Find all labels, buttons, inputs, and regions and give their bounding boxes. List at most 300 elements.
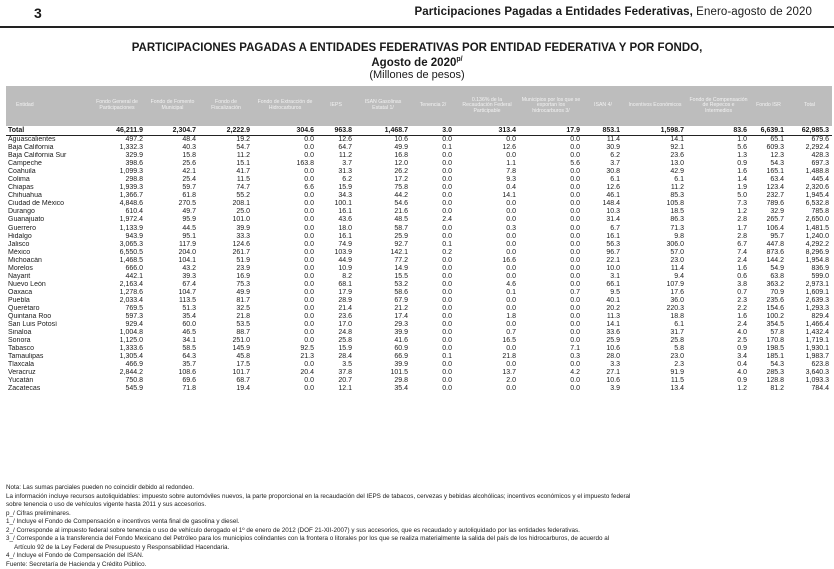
table-cell: 24.8 <box>317 329 355 337</box>
table-cell: 19.2 <box>199 136 253 145</box>
row-label: México <box>6 249 88 257</box>
table-cell: 0.0 <box>411 233 455 241</box>
table-cell: 1.4 <box>687 176 750 184</box>
table-cell: 17.9 <box>317 289 355 297</box>
table-cell: 3.7 <box>583 160 623 168</box>
table-cell: 1.6 <box>687 265 750 273</box>
table-row <box>6 216 832 224</box>
table-cell: 204.0 <box>146 249 199 257</box>
row-label: San Luis Potosí <box>6 321 88 329</box>
table-cell: 12.3 <box>750 152 787 160</box>
table-cell: 26.2 <box>355 168 411 176</box>
table-row <box>6 241 832 249</box>
table-cell: 0.0 <box>411 305 455 313</box>
table-cell: 69.6 <box>146 377 199 385</box>
table-cell: 51.9 <box>199 257 253 265</box>
table-cell: 2.8 <box>687 216 750 224</box>
table-cell: 2,844.2 <box>88 369 146 377</box>
table-cell: 1,983.7 <box>787 353 832 361</box>
table-cell: 873.6 <box>750 249 787 257</box>
table-cell: 251.0 <box>199 337 253 345</box>
table-cell: 0.0 <box>411 168 455 176</box>
table-cell: 265.7 <box>750 216 787 224</box>
table-cell: 10.0 <box>583 265 623 273</box>
note-line: p_/ Cifras preliminares. <box>6 510 832 519</box>
table-cell: 66.1 <box>583 281 623 289</box>
table-row <box>6 192 832 200</box>
table-cell: 2.8 <box>687 233 750 241</box>
table-cell: 25.9 <box>355 233 411 241</box>
row-label: Morelos <box>6 265 88 273</box>
table-cell: 0.0 <box>519 385 583 393</box>
table-cell: 4,292.2 <box>787 241 832 249</box>
row-label: Nuevo León <box>6 281 88 289</box>
table-cell: 0.0 <box>519 281 583 289</box>
table-cell: 4.6 <box>455 281 519 289</box>
table-cell: 6.1 <box>623 321 687 329</box>
table-cell: 0.0 <box>519 216 583 224</box>
table-cell: 0.0 <box>455 345 519 353</box>
table-cell: 4,848.6 <box>88 200 146 208</box>
table-cell: 0.1 <box>411 353 455 361</box>
table-cell: 6.2 <box>317 176 355 184</box>
page-header <box>0 0 834 28</box>
table-cell: 32.5 <box>199 305 253 313</box>
table-cell: 2,320.6 <box>787 184 832 192</box>
table-cell: 1,366.7 <box>88 192 146 200</box>
table-cell: 41.6 <box>355 337 411 345</box>
table-cell: 144.2 <box>750 257 787 265</box>
table-cell: 442.1 <box>88 273 146 281</box>
table-cell: 1.6 <box>687 313 750 321</box>
row-label: Zacatecas <box>6 385 88 393</box>
table-cell: 63.4 <box>750 176 787 184</box>
table-cell: 1,945.4 <box>787 192 832 200</box>
table-cell: 58.5 <box>146 345 199 353</box>
row-label: Durango <box>6 208 88 216</box>
row-label: Jalisco <box>6 241 88 249</box>
table-cell: 44.5 <box>146 225 199 233</box>
table-cell: 6,639.1 <box>750 126 787 136</box>
table-cell: 75.8 <box>355 184 411 192</box>
row-label: Aguascalientes <box>6 136 88 145</box>
table-cell: 107.9 <box>623 281 687 289</box>
table-cell: 49.7 <box>146 208 199 216</box>
table-cell: 74.7 <box>199 184 253 192</box>
table-cell: 2,222.9 <box>199 126 253 136</box>
table-cell: 57.8 <box>750 329 787 337</box>
table-cell: 1,598.7 <box>623 126 687 136</box>
table-cell: 0.0 <box>253 361 317 369</box>
table-cell: 123.4 <box>750 184 787 192</box>
table-cell: 18.0 <box>317 225 355 233</box>
table-cell: 2.4 <box>411 216 455 224</box>
table-cell: 0.0 <box>253 385 317 393</box>
table-cell: 428.3 <box>787 152 832 160</box>
table-cell: 0.0 <box>253 249 317 257</box>
table-cell: 48.5 <box>355 216 411 224</box>
table-cell: 1,004.8 <box>88 329 146 337</box>
table-cell: 60.0 <box>146 321 199 329</box>
table-cell: 23.0 <box>623 257 687 265</box>
table-cell: 1.6 <box>687 168 750 176</box>
table-cell: 1,719.1 <box>787 337 832 345</box>
table-cell: 85.3 <box>623 192 687 200</box>
table-row <box>6 265 832 273</box>
table-cell: 0.0 <box>411 257 455 265</box>
table-cell: 0.0 <box>455 200 519 208</box>
table-cell: 88.7 <box>199 329 253 337</box>
table-cell: 71.3 <box>623 225 687 233</box>
table-cell: 1,293.3 <box>787 305 832 313</box>
table-cell: 3.9 <box>583 385 623 393</box>
table-cell: 3.8 <box>687 281 750 289</box>
table-cell: 165.1 <box>750 168 787 176</box>
table-cell: 929.4 <box>88 321 146 329</box>
row-label: Tamaulipas <box>6 353 88 361</box>
table-cell: 46.5 <box>146 329 199 337</box>
table-cell: 100.2 <box>750 313 787 321</box>
table-cell: 0.1 <box>455 289 519 297</box>
table-cell: 0.0 <box>411 385 455 393</box>
table-cell: 154.6 <box>750 305 787 313</box>
row-label: Oaxaca <box>6 289 88 297</box>
table-cell: 15.1 <box>199 160 253 168</box>
table-cell: 163.8 <box>253 160 317 168</box>
table-cell: 10.9 <box>317 265 355 273</box>
table-cell: 57.0 <box>623 249 687 257</box>
table-cell: 54.3 <box>750 160 787 168</box>
table-cell: 0.0 <box>253 265 317 273</box>
table-cell: 609.3 <box>750 144 787 152</box>
table-cell: 28.4 <box>317 353 355 361</box>
table-cell: 0.0 <box>253 176 317 184</box>
table-cell: 48.4 <box>146 136 199 145</box>
table-cell: 0.0 <box>519 257 583 265</box>
table-cell: 8,296.9 <box>787 249 832 257</box>
table-cell: 95.1 <box>146 233 199 241</box>
table-cell: 11.4 <box>623 265 687 273</box>
table-cell: 14.1 <box>455 192 519 200</box>
table-title: PARTICIPACIONES PAGADAS A ENTIDADES FEDERATIVAS POR ENTIDAD FEDERATIVA Y POR FONDO, <box>0 42 834 54</box>
row-label: Colima <box>6 176 88 184</box>
table-cell: 1,468.5 <box>88 257 146 265</box>
column-header: Fondo de Fomento Municipal <box>146 86 199 126</box>
table-cell: 2.0 <box>455 377 519 385</box>
table-cell: 750.8 <box>88 377 146 385</box>
row-label: Hidalgo <box>6 233 88 241</box>
table-cell: 23.0 <box>623 353 687 361</box>
table-cell: 64.7 <box>317 144 355 152</box>
table-cell: 0.0 <box>253 168 317 176</box>
page-number: 3 <box>34 5 42 21</box>
table-cell: 0.0 <box>253 313 317 321</box>
table-cell: 836.9 <box>787 265 832 273</box>
table-cell: 17.4 <box>355 313 411 321</box>
table-cell: 0.0 <box>455 216 519 224</box>
table-cell: 0.0 <box>455 361 519 369</box>
row-label: Guerrero <box>6 225 88 233</box>
table-cell: 1,481.5 <box>787 225 832 233</box>
table-cell: 1.3 <box>687 152 750 160</box>
table-cell: 16.6 <box>455 257 519 265</box>
table-cell: 0.3 <box>519 353 583 361</box>
table-cell: 0.0 <box>253 225 317 233</box>
table-cell: 96.7 <box>583 249 623 257</box>
table-cell: 44.2 <box>355 192 411 200</box>
table-row <box>6 152 832 160</box>
table-cell: 0.0 <box>519 273 583 281</box>
table-cell: 6,532.8 <box>787 200 832 208</box>
table-cell: 943.9 <box>88 233 146 241</box>
table-cell: 28.0 <box>583 353 623 361</box>
table-cell: 4.0 <box>687 369 750 377</box>
table-row <box>6 176 832 184</box>
table-cell: 2,292.4 <box>787 144 832 152</box>
table-cell: 67.4 <box>146 281 199 289</box>
table-cell: 2.4 <box>687 321 750 329</box>
preliminary-marker: p/ <box>456 56 462 63</box>
table-cell: 0.0 <box>519 192 583 200</box>
table-cell: 0.0 <box>519 337 583 345</box>
table-cell: 16.1 <box>317 233 355 241</box>
table-cell: 21.3 <box>253 353 317 361</box>
table-cell: 313.4 <box>455 126 519 136</box>
table-cell: 25.0 <box>199 208 253 216</box>
row-label: Chihuahua <box>6 192 88 200</box>
table-row <box>6 305 832 313</box>
table-cell: 16.1 <box>583 233 623 241</box>
table-cell: 10.6 <box>583 345 623 353</box>
table-cell: 17.0 <box>317 321 355 329</box>
table-cell: 14.1 <box>583 321 623 329</box>
table-row <box>6 369 832 377</box>
table-cell: 77.2 <box>355 257 411 265</box>
row-label: Campeche <box>6 160 88 168</box>
table-cell: 1,609.1 <box>787 289 832 297</box>
table-cell: 0.0 <box>519 208 583 216</box>
table-cell: 0.0 <box>411 281 455 289</box>
table-cell: 0.0 <box>519 377 583 385</box>
table-cell: 0.0 <box>253 281 317 289</box>
table-cell: 0.0 <box>519 321 583 329</box>
table-cell: 398.6 <box>88 160 146 168</box>
note-line: Artículo 92 de la Ley Federal de Presupuesto y Responsabilidad Hacendaria. <box>6 544 832 553</box>
table-row <box>6 345 832 353</box>
table-cell: 7.1 <box>519 345 583 353</box>
table-subtitle <box>0 54 834 69</box>
table-cell: 5.8 <box>623 345 687 353</box>
table-cell: 56.3 <box>583 241 623 249</box>
table-cell: 92.5 <box>253 345 317 353</box>
table-cell: 49.9 <box>355 144 411 152</box>
table-cell: 5.0 <box>687 192 750 200</box>
table-cell: 66.9 <box>355 353 411 361</box>
table-cell: 597.3 <box>88 313 146 321</box>
table-cell: 1.9 <box>687 184 750 192</box>
table-cell: 17.2 <box>355 176 411 184</box>
table-cell: 11.2 <box>199 152 253 160</box>
table-cell: 16.5 <box>455 337 519 345</box>
table-cell: 0.0 <box>411 152 455 160</box>
table-cell: 62,985.3 <box>787 126 832 136</box>
table-cell: 0.0 <box>411 321 455 329</box>
table-cell: 39.3 <box>146 273 199 281</box>
table-cell: 25.8 <box>623 337 687 345</box>
table-cell: 0.0 <box>253 321 317 329</box>
table-cell: 0.0 <box>455 136 519 145</box>
table-cell: 3.7 <box>317 160 355 168</box>
table-cell: 198.5 <box>750 345 787 353</box>
table-cell: 20.4 <box>253 369 317 377</box>
table-cell: 545.9 <box>88 385 146 393</box>
note-line: 2_/ Corresponde al impuesto federal sobre tenencia o uso de vehículo derogado el 1º de enero de 2012 (DOF 21-XII-2007) y sus accesorios, que es recaudado y autoliquidado por las entidades federativas. <box>6 527 832 536</box>
table-cell: 100.1 <box>317 200 355 208</box>
table-row <box>6 289 832 297</box>
table-cell: 0.9 <box>687 377 750 385</box>
table-cell: 0.0 <box>253 192 317 200</box>
table-cell: 3.3 <box>583 361 623 369</box>
table-cell: 623.8 <box>787 361 832 369</box>
table-cell: 1,278.6 <box>88 289 146 297</box>
table-cell: 1,466.4 <box>787 321 832 329</box>
table-cell: 853.1 <box>583 126 623 136</box>
table-cell: 0.0 <box>411 313 455 321</box>
table-cell: 363.2 <box>750 281 787 289</box>
row-label: Nayarit <box>6 273 88 281</box>
table-cell: 0.0 <box>411 345 455 353</box>
table-cell: 34.1 <box>146 337 199 345</box>
column-header: Municipios por los que se exportan los hidrocarburos 3/ <box>519 86 583 126</box>
table-cell: 1.8 <box>455 313 519 321</box>
table-cell: 0.0 <box>519 313 583 321</box>
table-cell: 103.9 <box>317 249 355 257</box>
table-cell: 46,211.9 <box>88 126 146 136</box>
row-label: Sinaloa <box>6 329 88 337</box>
table-cell: 329.9 <box>88 152 146 160</box>
table-cell: 1,305.4 <box>88 353 146 361</box>
table-cell: 0.0 <box>411 160 455 168</box>
table-cell: 0.0 <box>411 289 455 297</box>
table-cell: 101.0 <box>199 216 253 224</box>
column-header: Fondo de Compensación de Repecos e Intermedios <box>687 86 750 126</box>
table-cell: 92.1 <box>623 144 687 152</box>
table-cell: 0.0 <box>411 184 455 192</box>
table-cell: 70.9 <box>750 289 787 297</box>
table-cell: 95.7 <box>750 233 787 241</box>
row-label: Coahuila <box>6 168 88 176</box>
table-cell: 101.5 <box>355 369 411 377</box>
table-cell: 0.0 <box>455 233 519 241</box>
table-cell: 1.2 <box>687 385 750 393</box>
row-label: Guanajuato <box>6 216 88 224</box>
table-cell: 784.4 <box>787 385 832 393</box>
table-cell: 20.7 <box>317 377 355 385</box>
table-cell: 610.4 <box>88 208 146 216</box>
participaciones-table <box>6 86 832 394</box>
table-cell: 145.9 <box>199 345 253 353</box>
table-notes <box>6 484 832 569</box>
table-cell: 39.9 <box>199 225 253 233</box>
table-cell: 25.9 <box>583 337 623 345</box>
table-cell: 13.7 <box>455 369 519 377</box>
table-cell: 35.4 <box>146 313 199 321</box>
row-label: Puebla <box>6 297 88 305</box>
column-header: Total <box>787 86 832 126</box>
table-cell: 61.8 <box>146 192 199 200</box>
column-header: Incentivos Económicos <box>623 86 687 126</box>
table-cell: 0.0 <box>253 289 317 297</box>
table-cell: 16.8 <box>355 152 411 160</box>
table-cell: 0.7 <box>687 289 750 297</box>
table-subtitle-text: Agosto de 2020 <box>371 57 456 69</box>
table-cell: 0.0 <box>519 168 583 176</box>
table-cell: 0.0 <box>411 200 455 208</box>
table-cell: 232.7 <box>750 192 787 200</box>
table-row <box>6 321 832 329</box>
table-cell: 14.9 <box>355 265 411 273</box>
table-cell: 497.2 <box>88 136 146 145</box>
table-cell: 65.1 <box>750 136 787 145</box>
table-units: (Millones de pesos) <box>0 69 834 81</box>
table-cell: 3.4 <box>687 353 750 361</box>
row-label: Tabasco <box>6 345 88 353</box>
table-cell: 0.0 <box>411 369 455 377</box>
table-row <box>6 233 832 241</box>
table-cell: 829.4 <box>787 313 832 321</box>
table-cell: 0.0 <box>455 208 519 216</box>
table-cell: 27.1 <box>583 369 623 377</box>
table-cell: 42.9 <box>623 168 687 176</box>
table-cell: 6.1 <box>583 176 623 184</box>
table-cell: 2,033.4 <box>88 297 146 305</box>
row-label: Chiapas <box>6 184 88 192</box>
table-cell: 11.2 <box>317 152 355 160</box>
table-cell: 81.2 <box>750 385 787 393</box>
column-header: Tenencia 2/ <box>411 86 455 126</box>
row-label: Total <box>6 126 88 136</box>
table-cell: 1,972.4 <box>88 216 146 224</box>
table-cell: 11.3 <box>583 313 623 321</box>
column-header: ISAN Gasolinas Estatal 1/ <box>355 86 411 126</box>
row-label: Veracruz <box>6 369 88 377</box>
table-cell: 0.0 <box>519 241 583 249</box>
table-cell: 10.3 <box>583 208 623 216</box>
table-cell: 0.7 <box>455 329 519 337</box>
table-row <box>6 281 832 289</box>
table-cell: 11.5 <box>623 377 687 385</box>
table-cell: 5.6 <box>687 144 750 152</box>
table-cell: 21.8 <box>199 313 253 321</box>
table-cell: 0.0 <box>519 265 583 273</box>
table-cell: 1,240.0 <box>787 233 832 241</box>
table-cell: 1,093.3 <box>787 377 832 385</box>
table-cell: 963.8 <box>317 126 355 136</box>
table-cell: 0.0 <box>519 297 583 305</box>
table-cell: 3,065.3 <box>88 241 146 249</box>
table-cell: 3.1 <box>583 273 623 281</box>
table-cell: 6,550.5 <box>88 249 146 257</box>
table-cell: 19.4 <box>199 385 253 393</box>
table-cell: 105.8 <box>623 200 687 208</box>
table-row <box>6 273 832 281</box>
table-cell: 0.4 <box>455 184 519 192</box>
table-cell: 128.8 <box>750 377 787 385</box>
table-cell: 25.4 <box>146 176 199 184</box>
table-cell: 104.7 <box>146 289 199 297</box>
table-cell: 15.9 <box>317 345 355 353</box>
table-cell: 0.0 <box>519 184 583 192</box>
